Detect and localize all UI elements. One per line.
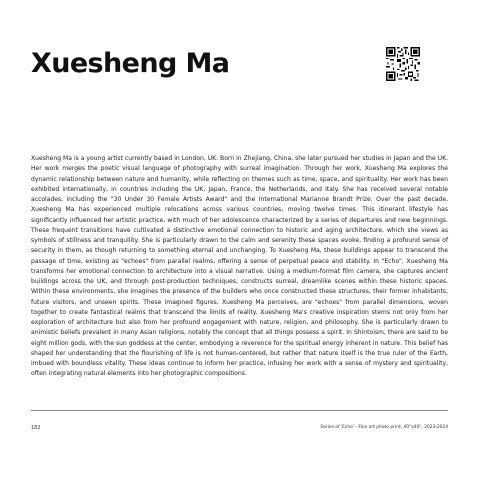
artist-biography: Xuesheng Ma is a young artist currently based in London, UK. Born in Zhejiang, China, she later pursued her studies in Japan and the UK. Her work merges the poetic visual language of photography with surreal imagination. Through her work, Xuesheng Ma explores the dynamic relationship between nature and humanity, while reflecting on themes such as time, space, and spirituality. Her work has been exhibited internationally, in countries including the UK, Japan, France, the Netherlands, and Italy. She has received several notable accolades, including the "30 Under 30 Female Artists Award" and the International Marianne Brandt Prize. Over the past decade, Xuesheng Ma has experienced multiple relocations across various countries, moving twelve times. This itinerant lifestyle has significantly influenced her artistic practice, with much of her adolescence characterized by a series of departures and new beginnings. These frequent transitions have cultivated a distinctive emotional connection to historic and aging architecture, which she views as symbols of stillness and tranquility. She is particularly drawn to the calm and serenity these spaces evoke, finding a profound sense of security in them, as though returning to something eternal and unchanging. To Xuesheng Ma, these buildings appear to transcend the passage of time, existing as "echoes" from parallel realms, offering a sense of perpetual peace and stability. In "Echo", Xuesheng Ma transforms her emotional connection to architecture into a visual narrative. Using a medium-format film camera, she captures ancient buildings across the UK, and through post-production techniques, constructs surreal, dreamlike scenes within these historic spaces. Within these environments, she imagines the presence of the builders who once constructed these structures, their former inhabitants, future visitors, and unseen spirits. These imagined figures, Xuesheng Ma perceives, are "echoes" from parallel dimensions, woven together to create fantastical realms that transcend the limits of reality. Xuesheng Ma's creative inspiration stems not only from her exploration of architecture but also from her profound engagement with nature, religion, and philosophy. She is particularly drawn to animistic beliefs prevalent in many Asian religions, notably the concept that all things possess a spirit. In Shintoism, there are said to be eight million gods, with the sun goddess at the center, embodying a reverence for the spiritual energy inherent in nature. This belief has shaped her understanding that the flourishing of life is not human-centered, but rather that nature itself is the true ruler of the Earth, imbued with boundless vitality. These ideas continue to inform her practice, infusing her work with a sense of mystery and spirituality, often integrating natural elements into her photographic compositions. [31, 155, 448, 378]
artwork-caption: Series of 'Echo' - Fine art photo print, 40"x40", 2023-2024 [320, 425, 448, 430]
footer-divider [31, 410, 448, 411]
page-title: Xuesheng Ma [31, 48, 230, 79]
page-number: 182 [31, 425, 41, 431]
qr-code-icon[interactable] [386, 47, 420, 81]
